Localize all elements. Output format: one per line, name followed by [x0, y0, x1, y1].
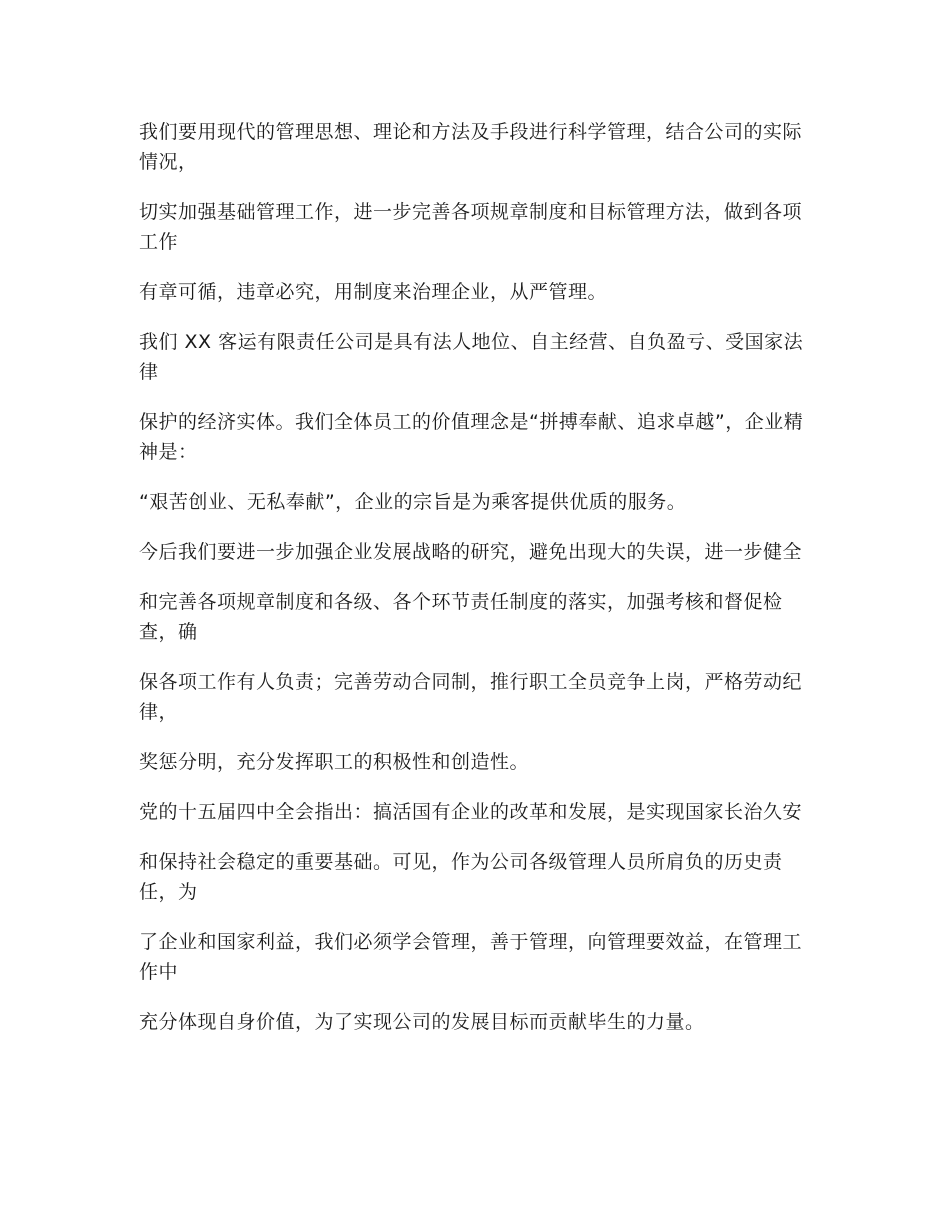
paragraph-5: 保护的经济实体。我们全体员工的价值理念是“拼搏奉献、追求卓越”，企业精神是： — [139, 411, 804, 463]
paragraph-4: 我们 XX 客运有限责任公司是具有法人地位、自主经营、自负盈亏、受国家法律 — [139, 331, 804, 383]
paragraph-12: 和保持社会稳定的重要基础。可见，作为公司各级管理人员所肩负的历史责任，为 — [139, 851, 783, 903]
paragraph-9: 保各项工作有人负责；完善劳动合同制，推行职工全员竞争上岗，严格劳动纪律， — [139, 671, 803, 723]
paragraph-14: 充分体现自身价值，为了实现公司的发展目标而贡献毕生的力量。 — [139, 1011, 705, 1033]
paragraph-8: 和完善各项规章制度和各级、各个环节责任制度的落实，加强考核和督促检查，确 — [139, 591, 783, 643]
paragraph-11: 党的十五届四中全会指出：搞活国有企业的改革和发展，是实现国家长治久安 — [139, 801, 803, 823]
paragraph-7: 今后我们要进一步加强企业发展战略的研究，避免出现大的失误，进一步健全 — [139, 541, 803, 563]
paragraph-13: 了企业和国家利益，我们必须学会管理，善于管理，向管理要效益，在管理工作中 — [139, 931, 803, 983]
paragraph-1: 我们要用现代的管理思想、理论和方法及手段进行科学管理，结合公司的实际情况， — [139, 121, 803, 173]
paragraph-3: 有章可循，违章必究，用制度来治理企业，从严管理。 — [139, 281, 608, 303]
document-body — [139, 117, 815, 1057]
paragraph-10: 奖惩分明，充分发挥职工的积极性和创造性。 — [139, 751, 530, 773]
paragraph-6: “艰苦创业、无私奉献”，企业的宗旨是为乘客提供优质的服务。 — [139, 491, 687, 513]
paragraph-2: 切实加强基础管理工作，进一步完善各项规章制度和目标管理方法，做到各项工作 — [139, 201, 803, 253]
